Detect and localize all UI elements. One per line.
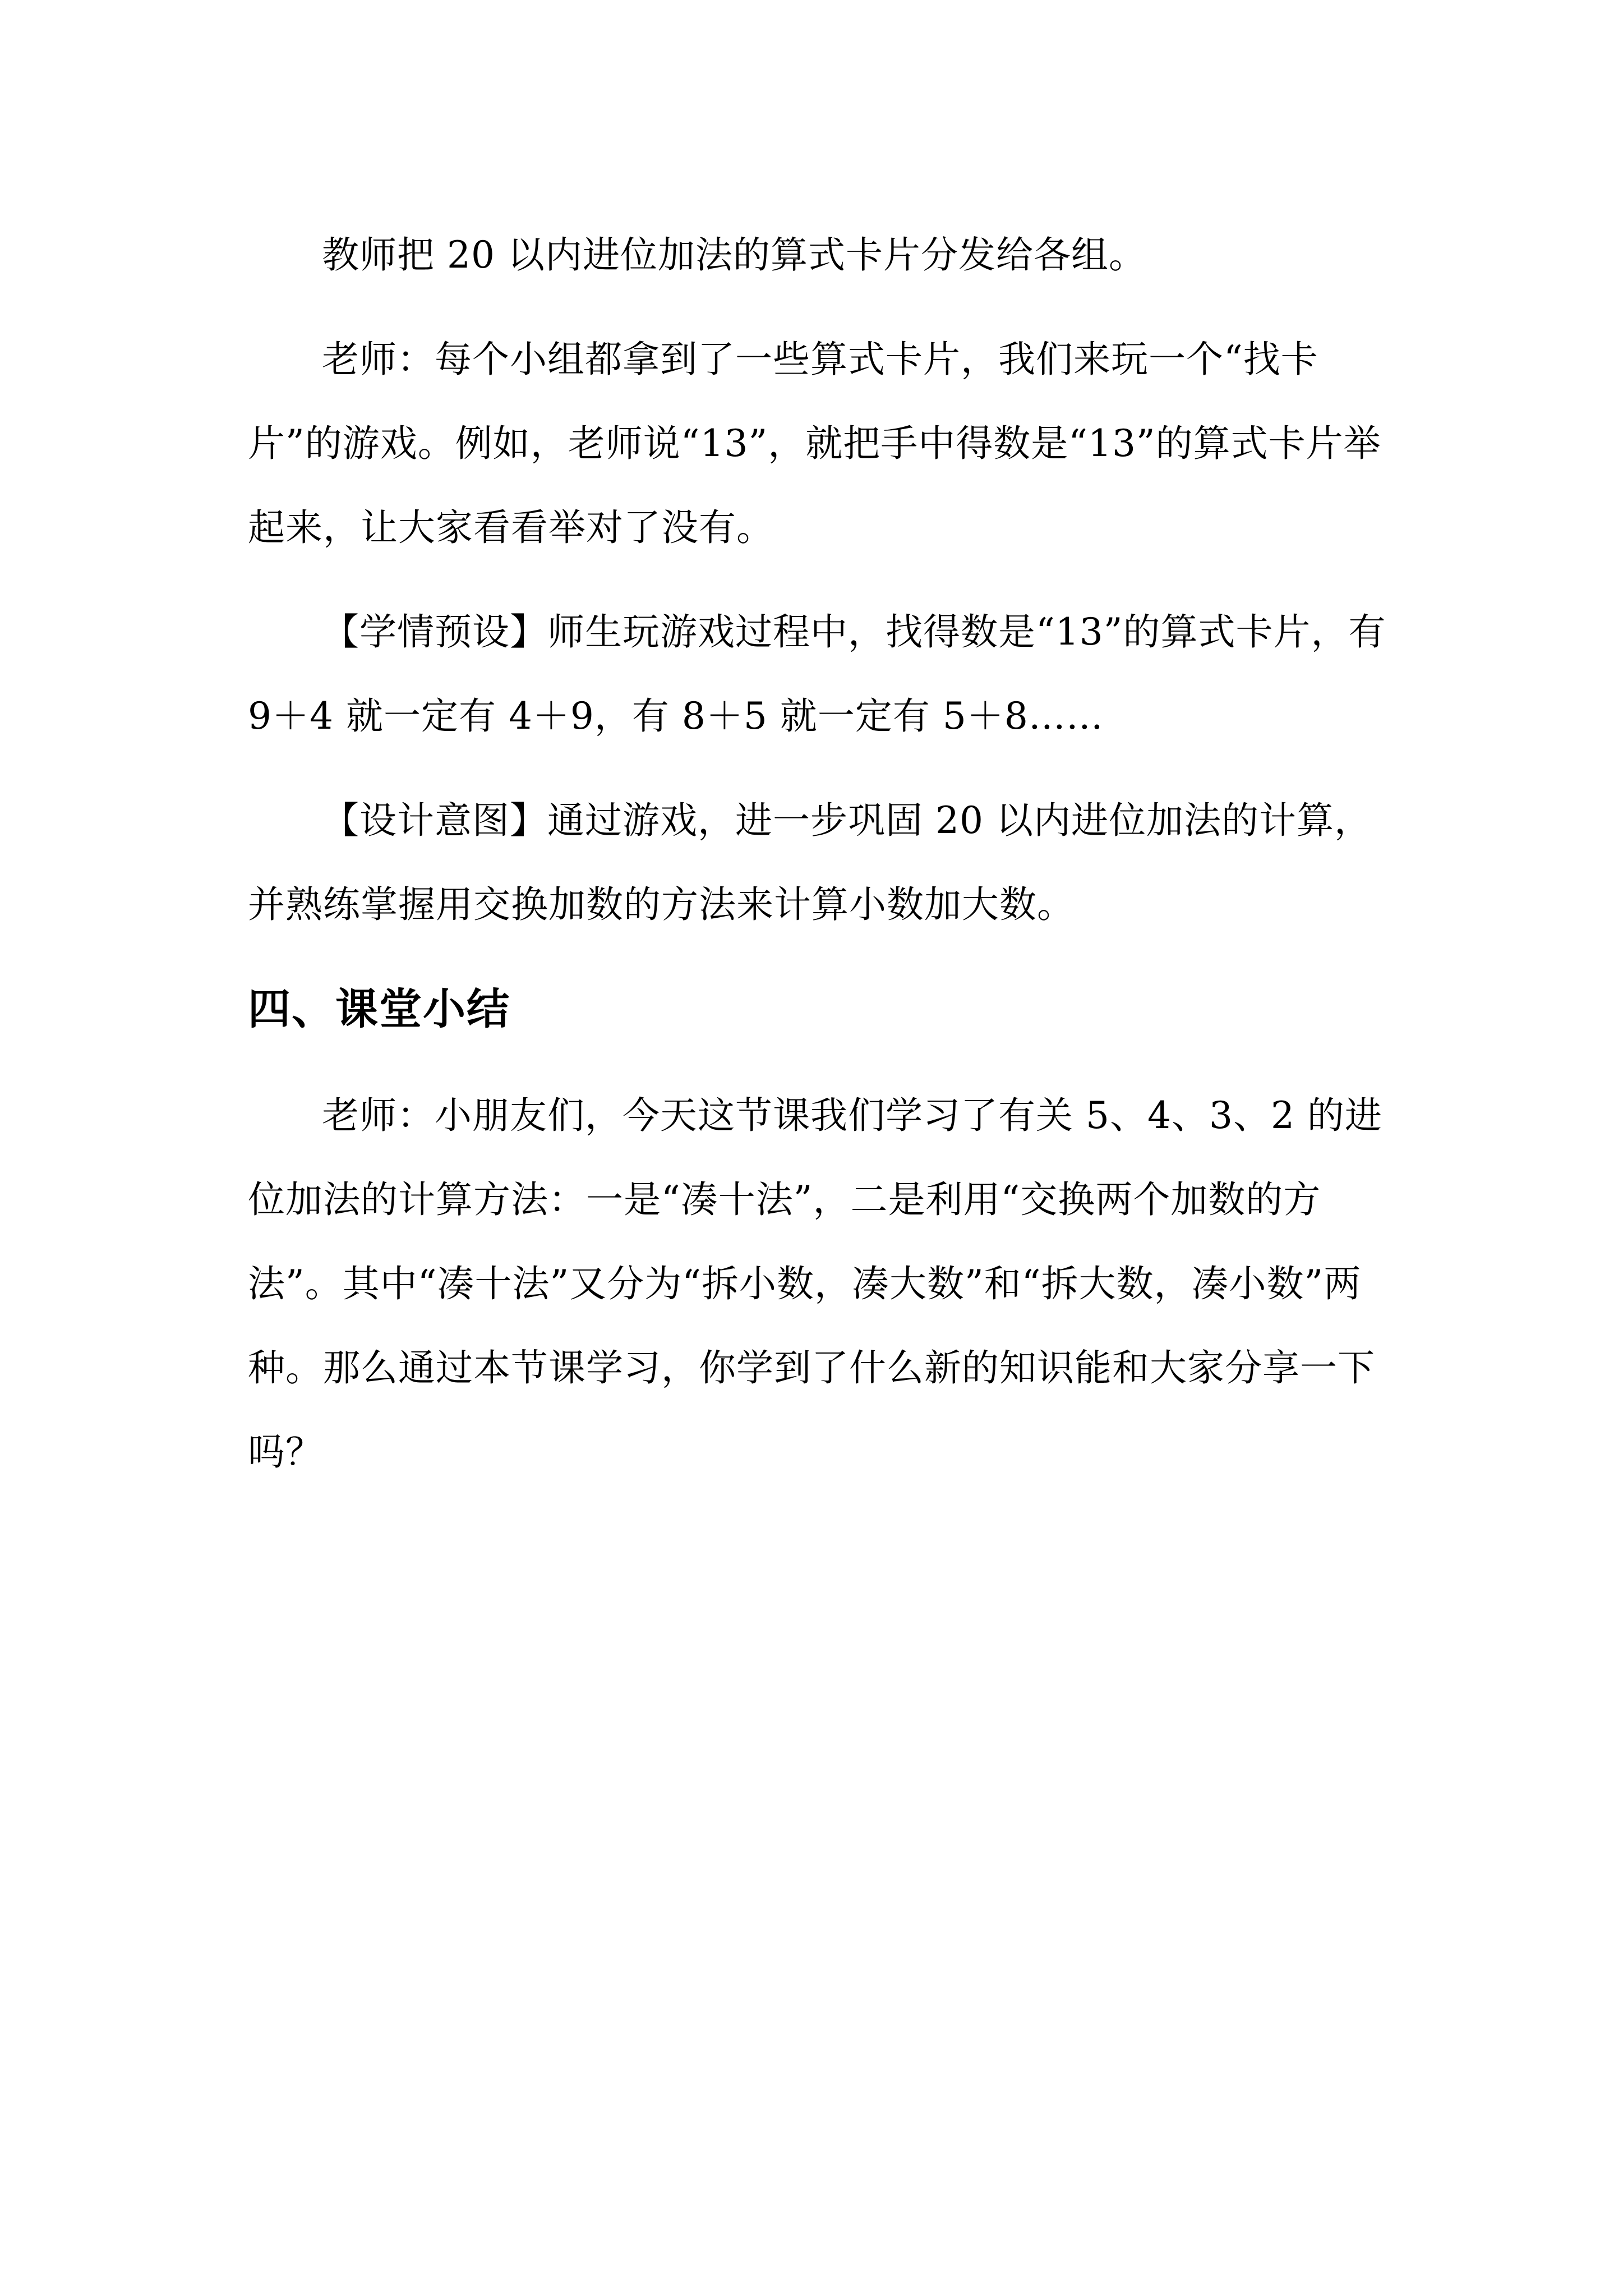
document-body bbox=[248, 213, 1398, 1515]
paragraph-teacher-summary: 老师：小朋友们，今天这节课我们学习了有关 5、4、3、2 的进位加法的计算方法：一是“凑十法”，二是利用“交换两个加数的方法”。其中“凑十法”又分为“拆小数，凑大数”和“拆大数，凑小数”两种。那么通过本节课学习，你学到了什么新的知识能和大家分享一下吗？ bbox=[248, 1094, 1382, 1474]
paragraph-teacher-game-intro: 老师：每个小组都拿到了一些算式卡片，我们来玩一个“找卡片”的游戏。例如，老师说“13”，就把手中得数是“13”的算式卡片举起来，让大家看看举对了没有。 bbox=[248, 338, 1381, 549]
paragraph-learning-preset: 【学情预设】师生玩游戏过程中，找得数是“13”的算式卡片，有 9＋4 就一定有 4＋9，有 8＋5 就一定有 5＋8…… bbox=[248, 610, 1386, 738]
section-heading-class-summary: 四、课堂小结 bbox=[248, 984, 510, 1034]
paragraph-design-intent: 【设计意图】通过游戏，进一步巩固 20 以内进位加法的计算，并熟练掌握用交换加数的方法来计算小数加大数。 bbox=[248, 799, 1372, 926]
paragraph-card-distribution: 教师把 20 以内进位加法的算式卡片分发给各组。 bbox=[322, 233, 1146, 277]
